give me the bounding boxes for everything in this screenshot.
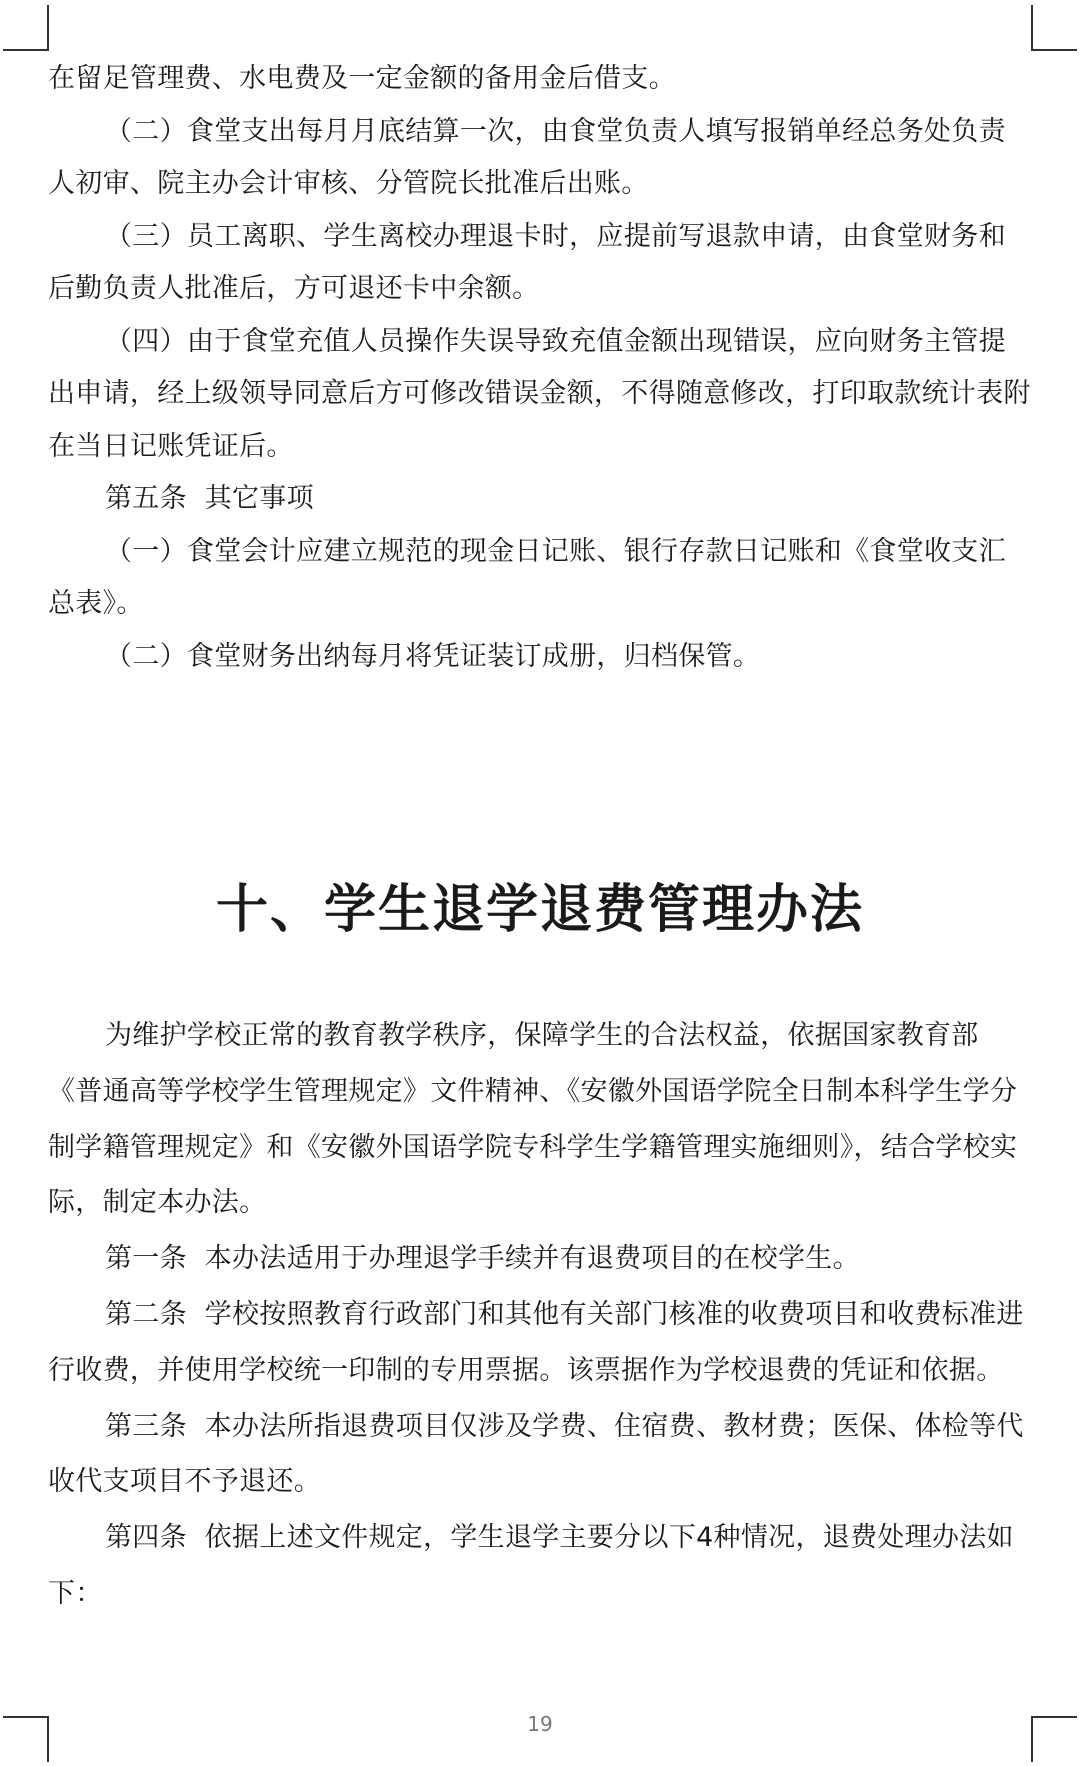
page-number: 19 bbox=[527, 1712, 553, 1736]
refund-rules-body bbox=[48, 1008, 1032, 1622]
section-heading: 十、学生退学退费管理办法 bbox=[215, 880, 864, 940]
paragraph: （四）由于食堂充值人员操作失误导致充值金额出现错误，应向财务主管提出申请，经上级领导同意后方可修改错误金额，不得随意修改，打印取款统计表附在当日记账凭证后。 bbox=[48, 325, 1031, 462]
article-1: 第一条 本办法适用于办理退学手续并有退费项目的在校学生。 bbox=[105, 1243, 860, 1275]
paragraph: 在留足管理费、水电费及一定金额的备用金后借支。 bbox=[48, 63, 676, 94]
paragraph: 为维护学校正常的教育教学秩序，保障学生的合法权益，依据国家教育部《普通高等学校学生管理规定》文件精神、《安徽外国语学院全日制本科学生学分制学籍管理规定》和《安徽外国语学院专科学生学籍管理实施细则》，结合学校实际，制定本办法。 bbox=[48, 1020, 1018, 1219]
article-2: 第二条 学校按照教育行政部门和其他有关部门核准的收费项目和收费标准进行收费，并使用学校统一印制的专用票据。该票据作为学校退费的凭证和依据。 bbox=[48, 1298, 1024, 1386]
crop-mark-top-left bbox=[3, 5, 49, 51]
article-heading: 第五条 其它事项 bbox=[105, 483, 314, 514]
article-3: 第三条 本办法所指退费项目仅涉及学费、住宿费、教材费；医保、体检等代收代支项目不予退还。 bbox=[48, 1410, 1024, 1498]
canteen-rules-continued bbox=[48, 53, 1032, 683]
article-4: 第四条 依据上述文件规定，学生退学主要分以下4种情况，退费处理办法如下： bbox=[48, 1522, 1014, 1609]
paragraph: （二）食堂支出每月月底结算一次，由食堂负责人填写报销单经总务处负责人初审、院主办会计审核、分管院长批准后出账。 bbox=[48, 115, 1006, 199]
paragraph: （二）食堂财务出纳每月将凭证装订成册，归档保管。 bbox=[105, 640, 761, 672]
paragraph: （三）员工离职、学生离校办理退卡时，应提前写退款申请，由食堂财务和后勤负责人批准后，方可退还卡中余额。 bbox=[48, 220, 1006, 304]
paragraph: （一）食堂会计应建立规范的现金日记账、银行存款日记账和《食堂收支汇总表》。 bbox=[48, 535, 1006, 619]
crop-mark-top-right bbox=[1031, 5, 1077, 51]
